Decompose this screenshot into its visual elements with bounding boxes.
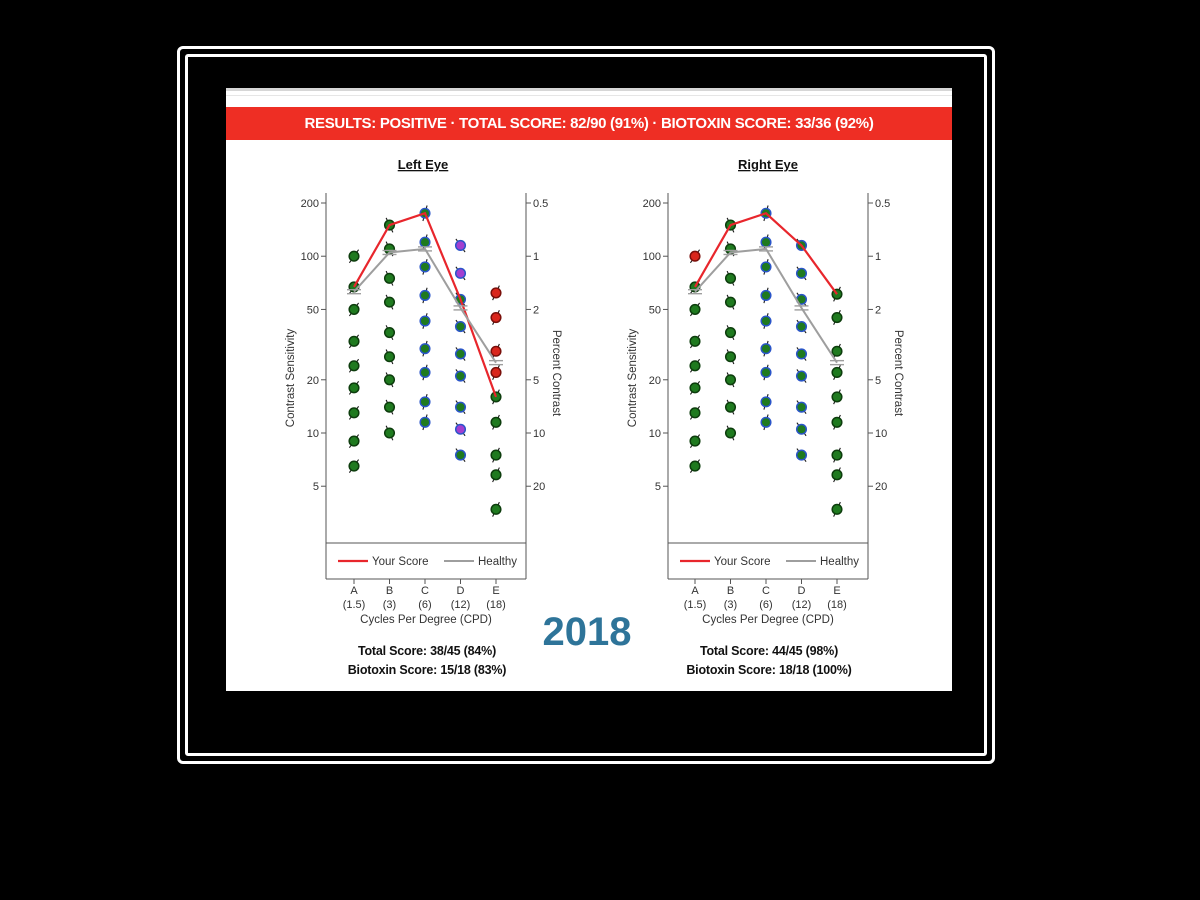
right-y2tick-label: 10 <box>875 428 888 440</box>
left-test-dot <box>456 241 466 251</box>
right-test-dot <box>690 408 700 418</box>
right-test-dot <box>761 291 771 301</box>
right-your-score-line <box>695 213 837 294</box>
right-test-dot <box>832 505 842 515</box>
left-test-dot <box>491 450 501 460</box>
right-test-dot <box>726 402 736 412</box>
right-xtick-sublabel: (18) <box>827 599 847 611</box>
right-legend-healthy: Healthy <box>820 556 859 568</box>
contrast-sensitivity-charts <box>226 88 952 691</box>
left-total-score: Total Score: 38/45 (84%) <box>357 644 497 658</box>
right-test-dot <box>726 297 736 307</box>
right-y2tick-label: 1 <box>875 251 882 264</box>
left-xtick-label: B <box>385 585 394 597</box>
left-test-dot <box>420 368 430 378</box>
left-ytick-label: 100 <box>300 251 319 264</box>
left-test-dot <box>349 436 359 446</box>
right-test-dot <box>797 450 807 460</box>
left-xtick-label: E <box>492 585 500 597</box>
vcs-report <box>226 88 952 691</box>
left-y-axis-label: Contrast Sensitivity <box>285 328 297 428</box>
left-test-dot <box>491 470 501 480</box>
right-y-axis-label: Contrast Sensitivity <box>627 328 639 428</box>
right-test-dot <box>690 383 700 393</box>
left-test-dot <box>349 383 359 393</box>
year-label: 2018 <box>542 610 632 654</box>
left-test-dot <box>349 408 359 418</box>
left-ytick-label: 200 <box>300 198 319 210</box>
left-test-dot <box>385 428 395 438</box>
left-test-dot <box>456 450 466 460</box>
left-test-dot <box>385 297 395 307</box>
right-xtick-sublabel: (3) <box>723 599 738 611</box>
left-test-dot <box>491 346 501 356</box>
left-ytick-label: 50 <box>306 304 319 317</box>
left-xtick-sublabel: (18) <box>486 599 506 611</box>
right-y2tick-label: 0.5 <box>875 198 891 210</box>
right-y2-axis-label: Percent Contrast <box>892 329 904 417</box>
right-test-dot <box>761 237 771 247</box>
right-test-dot <box>726 375 736 385</box>
left-xtick-sublabel: (6) <box>418 599 432 611</box>
right-xtick-sublabel: (12) <box>791 599 812 611</box>
left-test-dot <box>456 322 466 332</box>
left-test-dot <box>491 313 501 323</box>
right-test-dot <box>690 337 700 347</box>
left-ytick-label: 5 <box>312 481 319 494</box>
left-test-dot <box>420 237 430 247</box>
right-test-dot <box>726 352 736 362</box>
right-xtick-sublabel: (6) <box>759 599 773 611</box>
right-y2tick-label: 20 <box>875 481 888 494</box>
left-test-dot <box>420 344 430 354</box>
left-test-dot <box>491 392 501 402</box>
left-y2tick-label: 2 <box>533 304 540 317</box>
right-test-dot <box>761 262 771 272</box>
right-ytick-label: 5 <box>654 481 661 494</box>
left-test-dot <box>349 337 359 347</box>
right-test-dot <box>690 436 700 446</box>
right-test-dot <box>797 269 807 279</box>
right-ytick-label: 20 <box>648 374 661 387</box>
left-test-dot <box>385 274 395 284</box>
left-x-axis-label: Cycles Per Degree (CPD) <box>360 614 492 626</box>
right-test-dot <box>726 274 736 284</box>
right-test-dot <box>832 470 842 480</box>
right-xtick-label: B <box>726 585 735 597</box>
right-test-dot <box>797 322 807 332</box>
left-test-dot <box>420 397 430 407</box>
left-xtick-sublabel: (12) <box>450 599 471 611</box>
right-test-dot <box>797 371 807 381</box>
right-eye-title: Right Eye <box>738 157 798 172</box>
right-xtick-label: C <box>762 585 770 597</box>
right-test-dot <box>832 313 842 323</box>
left-xtick-sublabel: (3) <box>382 599 397 611</box>
right-test-dot <box>761 316 771 326</box>
right-total-score: Total Score: 44/45 (98%) <box>699 644 839 658</box>
left-ytick-label: 20 <box>306 374 319 387</box>
left-test-dot <box>385 352 395 362</box>
left-legend-your-score: Your Score <box>372 556 429 568</box>
left-test-dot <box>420 291 430 301</box>
right-test-dot <box>761 368 771 378</box>
left-y2tick-label: 10 <box>533 428 546 440</box>
left-test-dot <box>349 305 359 315</box>
right-test-dot <box>797 349 807 359</box>
left-test-dot <box>385 375 395 385</box>
right-test-dot <box>832 368 842 378</box>
right-test-dot <box>797 402 807 412</box>
right-xtick-sublabel: (1.5) <box>683 599 707 611</box>
right-x-axis-label: Cycles Per Degree (CPD) <box>702 614 834 626</box>
right-y2tick-label: 5 <box>875 374 882 387</box>
left-test-dot <box>491 417 501 427</box>
left-xtick-label: C <box>421 585 429 597</box>
right-test-dot <box>797 424 807 434</box>
right-test-dot <box>690 251 700 261</box>
right-test-dot <box>726 428 736 438</box>
left-y2-axis-label: Percent Contrast <box>550 329 562 417</box>
left-test-dot <box>349 361 359 371</box>
left-xtick-label: A <box>350 585 358 597</box>
left-test-dot <box>349 461 359 471</box>
left-xtick-sublabel: (1.5) <box>342 599 366 611</box>
right-xtick-label: D <box>797 585 806 597</box>
right-test-dot <box>832 417 842 427</box>
left-test-dot <box>456 269 466 279</box>
left-y2tick-label: 20 <box>533 481 546 494</box>
right-ytick-label: 50 <box>648 304 661 317</box>
left-test-dot <box>491 368 501 378</box>
right-test-dot <box>690 461 700 471</box>
left-test-dot <box>491 288 501 298</box>
left-eye-title: Left Eye <box>397 157 449 172</box>
right-xtick-label: A <box>691 585 699 597</box>
right-test-dot <box>761 344 771 354</box>
right-test-dot <box>761 397 771 407</box>
results-banner: RESULTS: POSITIVE · TOTAL SCORE: 82/90 (91%) · BIOTOXIN SCORE: 33/36 (92%) <box>226 107 952 140</box>
left-test-dot <box>456 424 466 434</box>
left-y2tick-label: 0.5 <box>533 198 549 210</box>
left-test-dot <box>491 505 501 515</box>
right-ytick-label: 100 <box>642 251 661 264</box>
left-y2tick-label: 1 <box>533 251 540 264</box>
right-ytick-label: 200 <box>642 198 661 210</box>
right-y2tick-label: 2 <box>875 304 882 317</box>
left-y2tick-label: 5 <box>533 374 540 387</box>
left-test-dot <box>385 402 395 412</box>
left-legend-healthy: Healthy <box>478 556 517 568</box>
left-test-dot <box>385 328 395 338</box>
right-test-dot <box>690 361 700 371</box>
right-biotoxin-score: Biotoxin Score: 18/18 (100%) <box>686 663 852 677</box>
right-xtick-label: E <box>833 585 841 597</box>
left-biotoxin-score: Biotoxin Score: 15/18 (83%) <box>347 663 507 677</box>
left-test-dot <box>456 371 466 381</box>
left-xtick-label: D <box>456 585 465 597</box>
right-test-dot <box>726 328 736 338</box>
right-ytick-label: 10 <box>648 428 661 440</box>
right-test-dot <box>690 305 700 315</box>
right-test-dot <box>832 450 842 460</box>
left-test-dot <box>456 402 466 412</box>
right-test-dot <box>832 346 842 356</box>
right-test-dot <box>832 392 842 402</box>
left-test-dot <box>349 251 359 261</box>
left-test-dot <box>420 262 430 272</box>
right-test-dot <box>761 417 771 427</box>
left-ytick-label: 10 <box>306 428 319 440</box>
left-test-dot <box>456 349 466 359</box>
left-test-dot <box>420 417 430 427</box>
right-legend-your-score: Your Score <box>714 556 771 568</box>
left-test-dot <box>420 316 430 326</box>
